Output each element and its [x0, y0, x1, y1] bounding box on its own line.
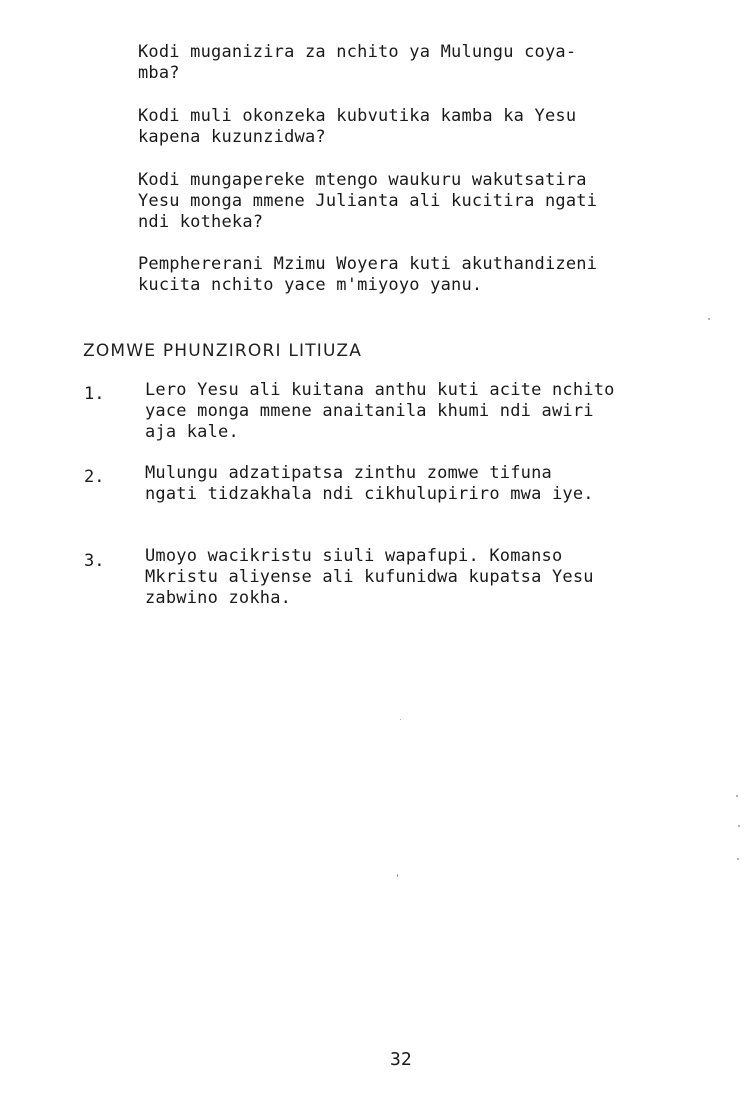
- scan-speck: [737, 858, 739, 860]
- question-3: Kodi mungapereke mtengo waukuru wakutsatira Yesu monga mmene Julianta ali kucitira ngati ndi kotheka?: [138, 170, 598, 232]
- question-2: Kodi muli okonzeka kubvutika kamba ka Yesu kapena kuzunzidwa?: [138, 106, 577, 147]
- scan-speck: [708, 318, 710, 320]
- question-4: Pemphererani Mzimu Woyera kuti akuthandizeni kucita nchito yace m'miyoyo yanu.: [138, 254, 598, 295]
- point-2-number: 2.: [84, 467, 105, 487]
- point-3-text: Umoyo wacikristu siuli wapafupi. Komanso Mkristu aliyense ali kufunidwa kupatsa Yesu zabwino zokha.: [145, 546, 594, 608]
- point-1-text: Lero Yesu ali kuitana anthu kuti acite nchito yace monga mmene anaitanila khumi ndi awiri aja kale.: [145, 380, 615, 442]
- section-heading: ZOMWE PHUNZIRORI LITIUZA: [83, 341, 363, 361]
- point-3-number: 3.: [84, 551, 105, 571]
- scan-speck: [738, 825, 740, 827]
- point-2-text: Mulungu adzatipatsa zinthu zomwe tifuna ngati tidzakhala ndi cikhulupiriro mwa iye.: [145, 463, 594, 504]
- question-1: Kodi muganizira za nchito ya Mulungu coya- mba?: [138, 42, 577, 83]
- point-1-number: 1.: [84, 384, 105, 404]
- scan-speck: [736, 795, 738, 797]
- page-number: 32: [390, 1049, 412, 1070]
- scan-speck: [400, 719, 401, 720]
- scan-speck: [397, 874, 398, 877]
